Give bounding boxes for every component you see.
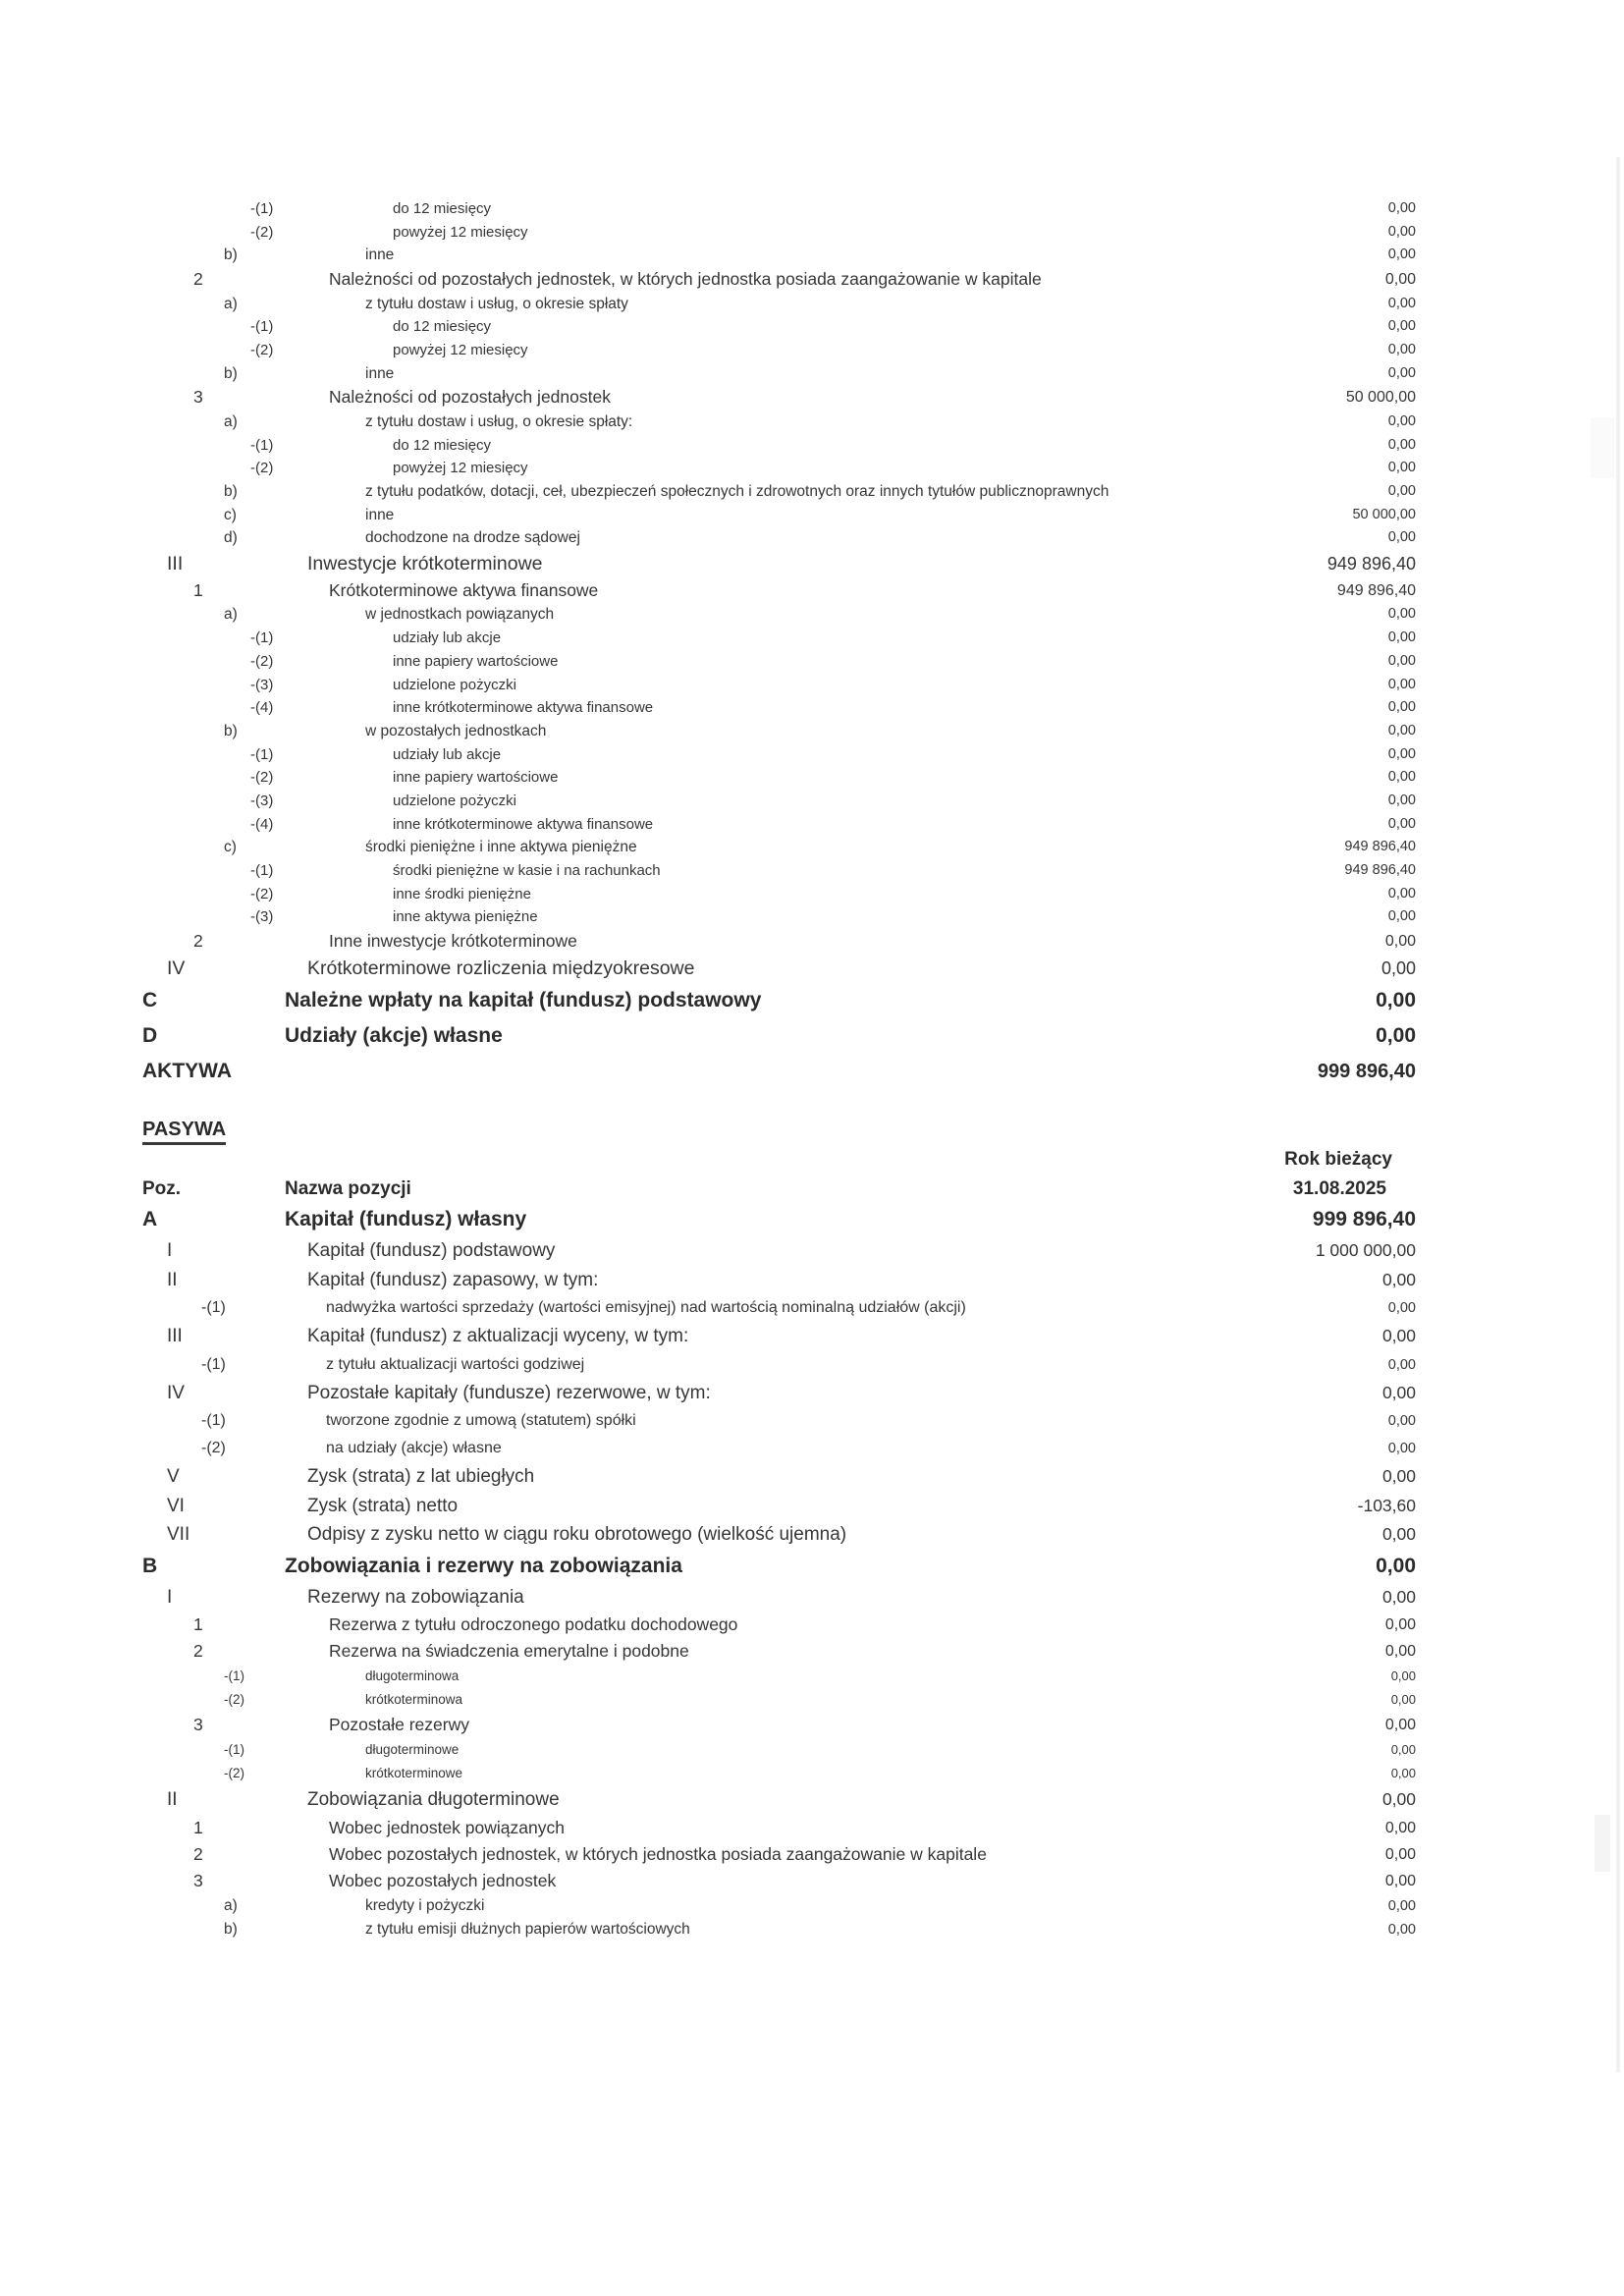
row-poz: -(1) xyxy=(201,1412,226,1429)
table-row xyxy=(0,385,1624,410)
row-value: 0,00 xyxy=(1390,1766,1416,1780)
row-poz: a) xyxy=(224,1896,238,1914)
row-label: do 12 miesięcy xyxy=(393,436,492,454)
row-poz: 2 xyxy=(193,931,203,952)
table-row xyxy=(0,410,1624,434)
row-value: 0,00 xyxy=(1387,629,1416,646)
row-value: 0,00 xyxy=(1387,223,1416,240)
table-row xyxy=(0,457,1624,480)
table-row xyxy=(0,1407,1624,1435)
table-row xyxy=(0,1638,1624,1665)
table-row xyxy=(0,883,1624,906)
row-poz: A xyxy=(142,1208,158,1230)
table-row xyxy=(0,1462,1624,1492)
row-label: inne xyxy=(365,506,395,523)
row-poz: -(1) xyxy=(250,745,274,763)
row-label: powyżej 12 miesięcy xyxy=(393,223,528,241)
table-row xyxy=(0,1203,1624,1236)
row-poz: -(1) xyxy=(250,318,274,336)
table-row xyxy=(0,813,1624,837)
row-poz: a) xyxy=(224,606,238,624)
row-label: środki pieniężne i inne aktywa pieniężne xyxy=(365,839,637,856)
poz-column-header: Poz. xyxy=(142,1178,182,1199)
row-label: inne środki pieniężne xyxy=(393,885,531,902)
row-poz: 1 xyxy=(193,1817,203,1837)
row-label: Rezerwa na świadczenia emerytalne i podobne xyxy=(329,1641,689,1661)
row-value: 0,00 xyxy=(1384,1717,1416,1733)
row-value: 0,00 xyxy=(1381,1524,1416,1544)
row-poz: b) xyxy=(224,364,238,382)
table-row xyxy=(0,526,1624,550)
table-row xyxy=(0,550,1624,578)
table-row xyxy=(0,1894,1624,1919)
row-label: inne papiery wartościowe xyxy=(393,769,559,787)
row-label: Wobec jednostek powiązanych xyxy=(329,1817,565,1837)
row-poz: -(2) xyxy=(250,223,274,241)
row-poz: -(1) xyxy=(224,1668,244,1683)
row-label: Kapitał (fundusz) własny xyxy=(285,1208,527,1230)
row-value: 0,00 xyxy=(1381,1269,1416,1289)
table-row xyxy=(0,315,1624,339)
row-value: 0,00 xyxy=(1381,1326,1416,1345)
row-poz: -(2) xyxy=(250,769,274,787)
row-poz: -(2) xyxy=(250,652,274,670)
row-label: Zysk (strata) netto xyxy=(307,1495,459,1516)
row-value: 1 000 000,00 xyxy=(1315,1240,1416,1260)
row-label: Kapitał (fundusz) podstawowy xyxy=(307,1240,556,1261)
row-poz: -(2) xyxy=(201,1440,226,1456)
row-poz: -(3) xyxy=(250,792,274,809)
row-value: 0,00 xyxy=(1384,933,1416,951)
row-label: długoterminowa xyxy=(365,1668,460,1683)
row-poz: -(1) xyxy=(201,1299,226,1316)
row-poz: b) xyxy=(224,1921,238,1938)
row-poz: AKTYWA xyxy=(142,1059,232,1082)
table-row xyxy=(0,1738,1624,1762)
row-poz: VI xyxy=(167,1495,185,1516)
pasywa-rows-section xyxy=(0,1203,1624,1942)
table-row xyxy=(0,1918,1624,1942)
row-value: 0,00 xyxy=(1390,1742,1416,1757)
row-poz: 2 xyxy=(193,1641,203,1661)
row-label: z tytułu aktualizacji wartości godziwej xyxy=(326,1355,585,1373)
row-poz: -(2) xyxy=(250,341,274,358)
table-row xyxy=(0,790,1624,813)
row-value: -103,60 xyxy=(1357,1495,1416,1515)
row-poz: 1 xyxy=(193,579,203,600)
table-row xyxy=(0,1018,1624,1054)
row-value: 50 000,00 xyxy=(1345,389,1416,407)
row-value: 0,00 xyxy=(1387,815,1416,832)
table-row xyxy=(0,339,1624,362)
row-value: 0,00 xyxy=(1387,908,1416,925)
row-value: 0,00 xyxy=(1387,364,1416,381)
table-row xyxy=(0,674,1624,697)
row-poz: b) xyxy=(224,482,238,500)
row-value: 0,00 xyxy=(1387,885,1416,902)
row-poz: 2 xyxy=(193,1843,203,1864)
table-row xyxy=(0,766,1624,790)
row-poz: I xyxy=(167,1240,173,1261)
row-poz: -(2) xyxy=(224,1692,244,1707)
row-value: 0,00 xyxy=(1387,792,1416,808)
table-row xyxy=(0,859,1624,883)
row-value: 0,00 xyxy=(1387,722,1416,738)
row-poz: c) xyxy=(224,839,237,856)
table-row xyxy=(0,743,1624,767)
row-value: 999 896,40 xyxy=(1317,1060,1416,1082)
row-value: 0,00 xyxy=(1387,1922,1416,1938)
table-row xyxy=(0,720,1624,743)
table-row xyxy=(0,650,1624,674)
row-label: inne krótkoterminowe aktywa finansowe xyxy=(393,815,654,833)
row-label: Inne inwestycje krótkoterminowe xyxy=(329,931,577,952)
row-poz: IV xyxy=(167,1382,185,1403)
row-poz: -(1) xyxy=(250,200,274,217)
row-label: Kapitał (fundusz) zapasowy, w tym: xyxy=(307,1269,599,1290)
table-row xyxy=(0,1379,1624,1408)
row-label: Zobowiązania i rezerwy na zobowiązania xyxy=(285,1554,682,1577)
table-row xyxy=(0,1785,1624,1815)
row-poz: c) xyxy=(224,506,237,523)
row-label: inne xyxy=(365,246,395,264)
row-poz: III xyxy=(167,1326,183,1346)
row-label: do 12 miesięcy xyxy=(393,318,492,336)
row-label: w jednostkach powiązanych xyxy=(365,606,555,624)
row-value: 0,00 xyxy=(1387,200,1416,216)
row-label: Udziały (akcje) własne xyxy=(285,1023,503,1047)
row-poz: -(4) xyxy=(250,699,274,717)
row-poz: a) xyxy=(224,412,238,430)
aktywa-rows-section xyxy=(0,197,1624,1089)
scan-edge-artifact xyxy=(1616,157,1620,2072)
table-row xyxy=(0,627,1624,650)
row-label: krótkoterminowa xyxy=(365,1692,463,1707)
row-poz: II xyxy=(167,1269,178,1290)
table-row xyxy=(0,480,1624,504)
row-value: 0,00 xyxy=(1387,246,1416,263)
table-row xyxy=(0,1815,1624,1841)
row-poz: -(4) xyxy=(250,815,274,833)
row-poz: 3 xyxy=(193,387,203,408)
table-row xyxy=(0,836,1624,859)
row-label: Rezerwy na zobowiązania xyxy=(307,1586,524,1608)
row-value: 0,00 xyxy=(1387,295,1416,311)
row-label: Kapitał (fundusz) z aktualizacji wyceny, w tym: xyxy=(307,1326,689,1346)
row-label: kredyty i pożyczki xyxy=(365,1896,485,1914)
table-row xyxy=(0,955,1624,983)
table-row xyxy=(0,1266,1624,1295)
row-label: udziały lub akcje xyxy=(393,745,502,763)
table-row xyxy=(0,1550,1624,1583)
row-label: z tytułu dostaw i usług, o okresie spłaty xyxy=(365,295,628,312)
table-row xyxy=(0,1236,1624,1266)
row-poz: D xyxy=(142,1023,158,1047)
row-label: z tytułu dostaw i usług, o okresie spłaty: xyxy=(365,412,633,430)
row-value: 0,00 xyxy=(1376,1554,1416,1577)
row-poz: b) xyxy=(224,722,238,739)
row-label: do 12 miesięcy xyxy=(393,200,492,217)
period-column-header: Rok bieżący xyxy=(1284,1149,1392,1170)
table-row xyxy=(0,1520,1624,1550)
row-value: 0,00 xyxy=(1387,482,1416,499)
row-label: Odpisy z zysku netto w ciągu roku obrotowego (wielkość ujemna) xyxy=(307,1524,847,1545)
table-row xyxy=(0,1054,1624,1089)
scan-smudge xyxy=(1595,1815,1610,1872)
row-poz: -(1) xyxy=(250,629,274,647)
row-value: 0,00 xyxy=(1387,1897,1416,1914)
row-label: udzielone pożyczki xyxy=(393,792,516,809)
row-value: 0,00 xyxy=(1381,1466,1416,1486)
table-row xyxy=(0,1351,1624,1379)
row-label: krótkoterminowe xyxy=(365,1766,463,1780)
row-value: 0,00 xyxy=(1390,1692,1416,1707)
table-row xyxy=(0,1322,1624,1351)
row-value: 0,00 xyxy=(1387,460,1416,476)
row-value: 0,00 xyxy=(1384,1872,1416,1889)
row-value: 0,00 xyxy=(1387,412,1416,429)
table-row xyxy=(0,293,1624,316)
row-poz: 3 xyxy=(193,1870,203,1890)
row-value: 0,00 xyxy=(1384,1643,1416,1660)
table-row xyxy=(0,1492,1624,1521)
row-poz: -(3) xyxy=(250,676,274,693)
row-poz: -(2) xyxy=(250,885,274,902)
row-value: 949 896,40 xyxy=(1344,839,1416,855)
row-label: inne aktywa pieniężne xyxy=(393,908,538,926)
row-value: 0,00 xyxy=(1381,1382,1416,1402)
table-row xyxy=(0,1612,1624,1638)
row-value: 0,00 xyxy=(1387,606,1416,623)
row-label: powyżej 12 miesięcy xyxy=(393,460,528,477)
row-label: na udziały (akcje) własne xyxy=(326,1440,502,1456)
table-row xyxy=(0,603,1624,627)
table-row xyxy=(0,983,1624,1018)
table-row xyxy=(0,504,1624,527)
pasywa-table-header xyxy=(0,1177,1624,1201)
row-value: 0,00 xyxy=(1380,957,1416,978)
row-poz: I xyxy=(167,1586,173,1608)
row-value: 949 896,40 xyxy=(1344,862,1416,878)
row-poz: B xyxy=(142,1554,158,1577)
table-row xyxy=(0,696,1624,720)
period-date-header: 31.08.2025 xyxy=(1292,1178,1386,1199)
row-poz: 3 xyxy=(193,1715,203,1734)
row-poz: a) xyxy=(224,295,238,312)
scan-smudge xyxy=(1591,417,1614,478)
row-label: powyżej 12 miesięcy xyxy=(393,341,528,358)
row-value: 0,00 xyxy=(1387,436,1416,453)
row-poz: -(2) xyxy=(224,1766,244,1780)
table-row xyxy=(0,1762,1624,1785)
row-poz: -(1) xyxy=(250,862,274,879)
row-poz: C xyxy=(142,988,158,1011)
row-value: 0,00 xyxy=(1387,529,1416,546)
row-value: 0,00 xyxy=(1387,676,1416,692)
row-label: Należności od pozostałych jednostek, w których jednostka posiada zaangażowanie w kapitale xyxy=(329,269,1042,290)
row-value: 0,00 xyxy=(1387,745,1416,762)
row-label: Inwestycje krótkoterminowe xyxy=(307,552,543,574)
table-row xyxy=(0,1665,1624,1688)
row-value: 0,00 xyxy=(1387,769,1416,786)
row-label: tworzone zgodnie z umową (statutem) spółki xyxy=(326,1412,636,1429)
row-value: 0,00 xyxy=(1387,699,1416,716)
row-poz: VII xyxy=(167,1524,190,1545)
row-label: Zysk (strata) z lat ubiegłych xyxy=(307,1466,535,1487)
row-label: Wobec pozostałych jednostek xyxy=(329,1870,557,1890)
row-poz: II xyxy=(167,1789,178,1810)
row-label: udziały lub akcje xyxy=(393,629,502,647)
row-value: 0,00 xyxy=(1384,1819,1416,1836)
table-row xyxy=(0,221,1624,245)
row-value: 0,00 xyxy=(1387,1300,1416,1316)
row-poz: d) xyxy=(224,529,238,547)
table-row xyxy=(0,905,1624,929)
row-label: Pozostałe rezerwy xyxy=(329,1715,469,1734)
table-row xyxy=(0,362,1624,386)
row-value: 0,00 xyxy=(1387,318,1416,335)
row-value: 999 896,40 xyxy=(1312,1208,1416,1230)
row-value: 0,00 xyxy=(1387,341,1416,357)
row-label: udzielone pożyczki xyxy=(393,676,516,693)
row-label: z tytułu podatków, dotacji, ceł, ubezpieczeń społecznych i zdrowotnych oraz innych tytułów publicznoprawnych xyxy=(365,482,1110,500)
row-value: 0,00 xyxy=(1387,652,1416,669)
row-label: długoterminowe xyxy=(365,1742,460,1757)
row-value: 0,00 xyxy=(1390,1668,1416,1683)
row-poz: -(1) xyxy=(201,1355,226,1373)
pasywa-section-title: PASYWA xyxy=(142,1119,226,1145)
row-poz: -(1) xyxy=(250,436,274,454)
row-label: środki pieniężne w kasie i na rachunkach xyxy=(393,862,661,879)
row-label: Rezerwa z tytułu odroczonego podatku dochodowego xyxy=(329,1614,738,1634)
table-row xyxy=(0,1712,1624,1738)
row-value: 0,00 xyxy=(1384,1616,1416,1633)
table-row xyxy=(0,244,1624,267)
name-column-header: Nazwa pozycji xyxy=(285,1178,411,1199)
table-row xyxy=(0,578,1624,604)
row-label: Należności od pozostałych jednostek xyxy=(329,387,611,408)
row-value: 0,00 xyxy=(1376,988,1416,1011)
row-label: w pozostałych jednostkach xyxy=(365,722,547,739)
table-row xyxy=(0,929,1624,955)
row-value: 0,00 xyxy=(1387,1413,1416,1429)
row-value: 0,00 xyxy=(1387,1441,1416,1456)
row-poz: V xyxy=(167,1466,180,1487)
row-label: inne papiery wartościowe xyxy=(393,652,559,670)
row-poz: III xyxy=(167,552,184,574)
row-label: Pozostałe kapitały (fundusze) rezerwowe, w tym: xyxy=(307,1382,711,1403)
row-poz: b) xyxy=(224,246,238,264)
row-value: 0,00 xyxy=(1381,1586,1416,1607)
row-label: Krótkoterminowe rozliczenia międzyokresowe xyxy=(307,957,695,979)
row-poz: 2 xyxy=(193,269,203,290)
row-poz: 1 xyxy=(193,1614,203,1634)
row-value: 0,00 xyxy=(1381,1789,1416,1809)
row-poz: -(2) xyxy=(250,460,274,477)
row-label: nadwyżka wartości sprzedaży (wartości emisyjnej) nad wartością nominalną udziałów (akcji) xyxy=(326,1299,966,1316)
row-label: inne krótkoterminowe aktywa finansowe xyxy=(393,699,654,717)
row-value: 949 896,40 xyxy=(1326,553,1416,574)
table-row xyxy=(0,1868,1624,1894)
table-row xyxy=(0,1294,1624,1322)
row-label: inne xyxy=(365,364,395,382)
table-row xyxy=(0,1583,1624,1613)
row-poz: -(3) xyxy=(250,908,274,926)
row-label: Należne wpłaty na kapitał (fundusz) podstawowy xyxy=(285,988,762,1011)
row-value: 0,00 xyxy=(1384,271,1416,289)
row-poz: -(1) xyxy=(224,1742,244,1757)
row-value: 0,00 xyxy=(1387,1356,1416,1373)
table-row xyxy=(0,1688,1624,1712)
row-label: Zobowiązania długoterminowe xyxy=(307,1789,560,1810)
row-poz: IV xyxy=(167,957,186,979)
table-row xyxy=(0,1435,1624,1462)
row-value: 0,00 xyxy=(1384,1845,1416,1863)
table-row xyxy=(0,267,1624,293)
row-value: 0,00 xyxy=(1376,1023,1416,1047)
row-label: Wobec pozostałych jednostek, w których jednostka posiada zaangażowanie w kapitale xyxy=(329,1843,987,1864)
row-value: 50 000,00 xyxy=(1352,506,1416,522)
row-value: 949 896,40 xyxy=(1336,581,1416,599)
table-row xyxy=(0,197,1624,221)
row-label: Krótkoterminowe aktywa finansowe xyxy=(329,579,599,600)
table-row xyxy=(0,1841,1624,1868)
row-label: z tytułu emisji dłużnych papierów wartościowych xyxy=(365,1921,690,1938)
table-row xyxy=(0,434,1624,458)
row-label: dochodzone na drodze sądowej xyxy=(365,529,580,547)
